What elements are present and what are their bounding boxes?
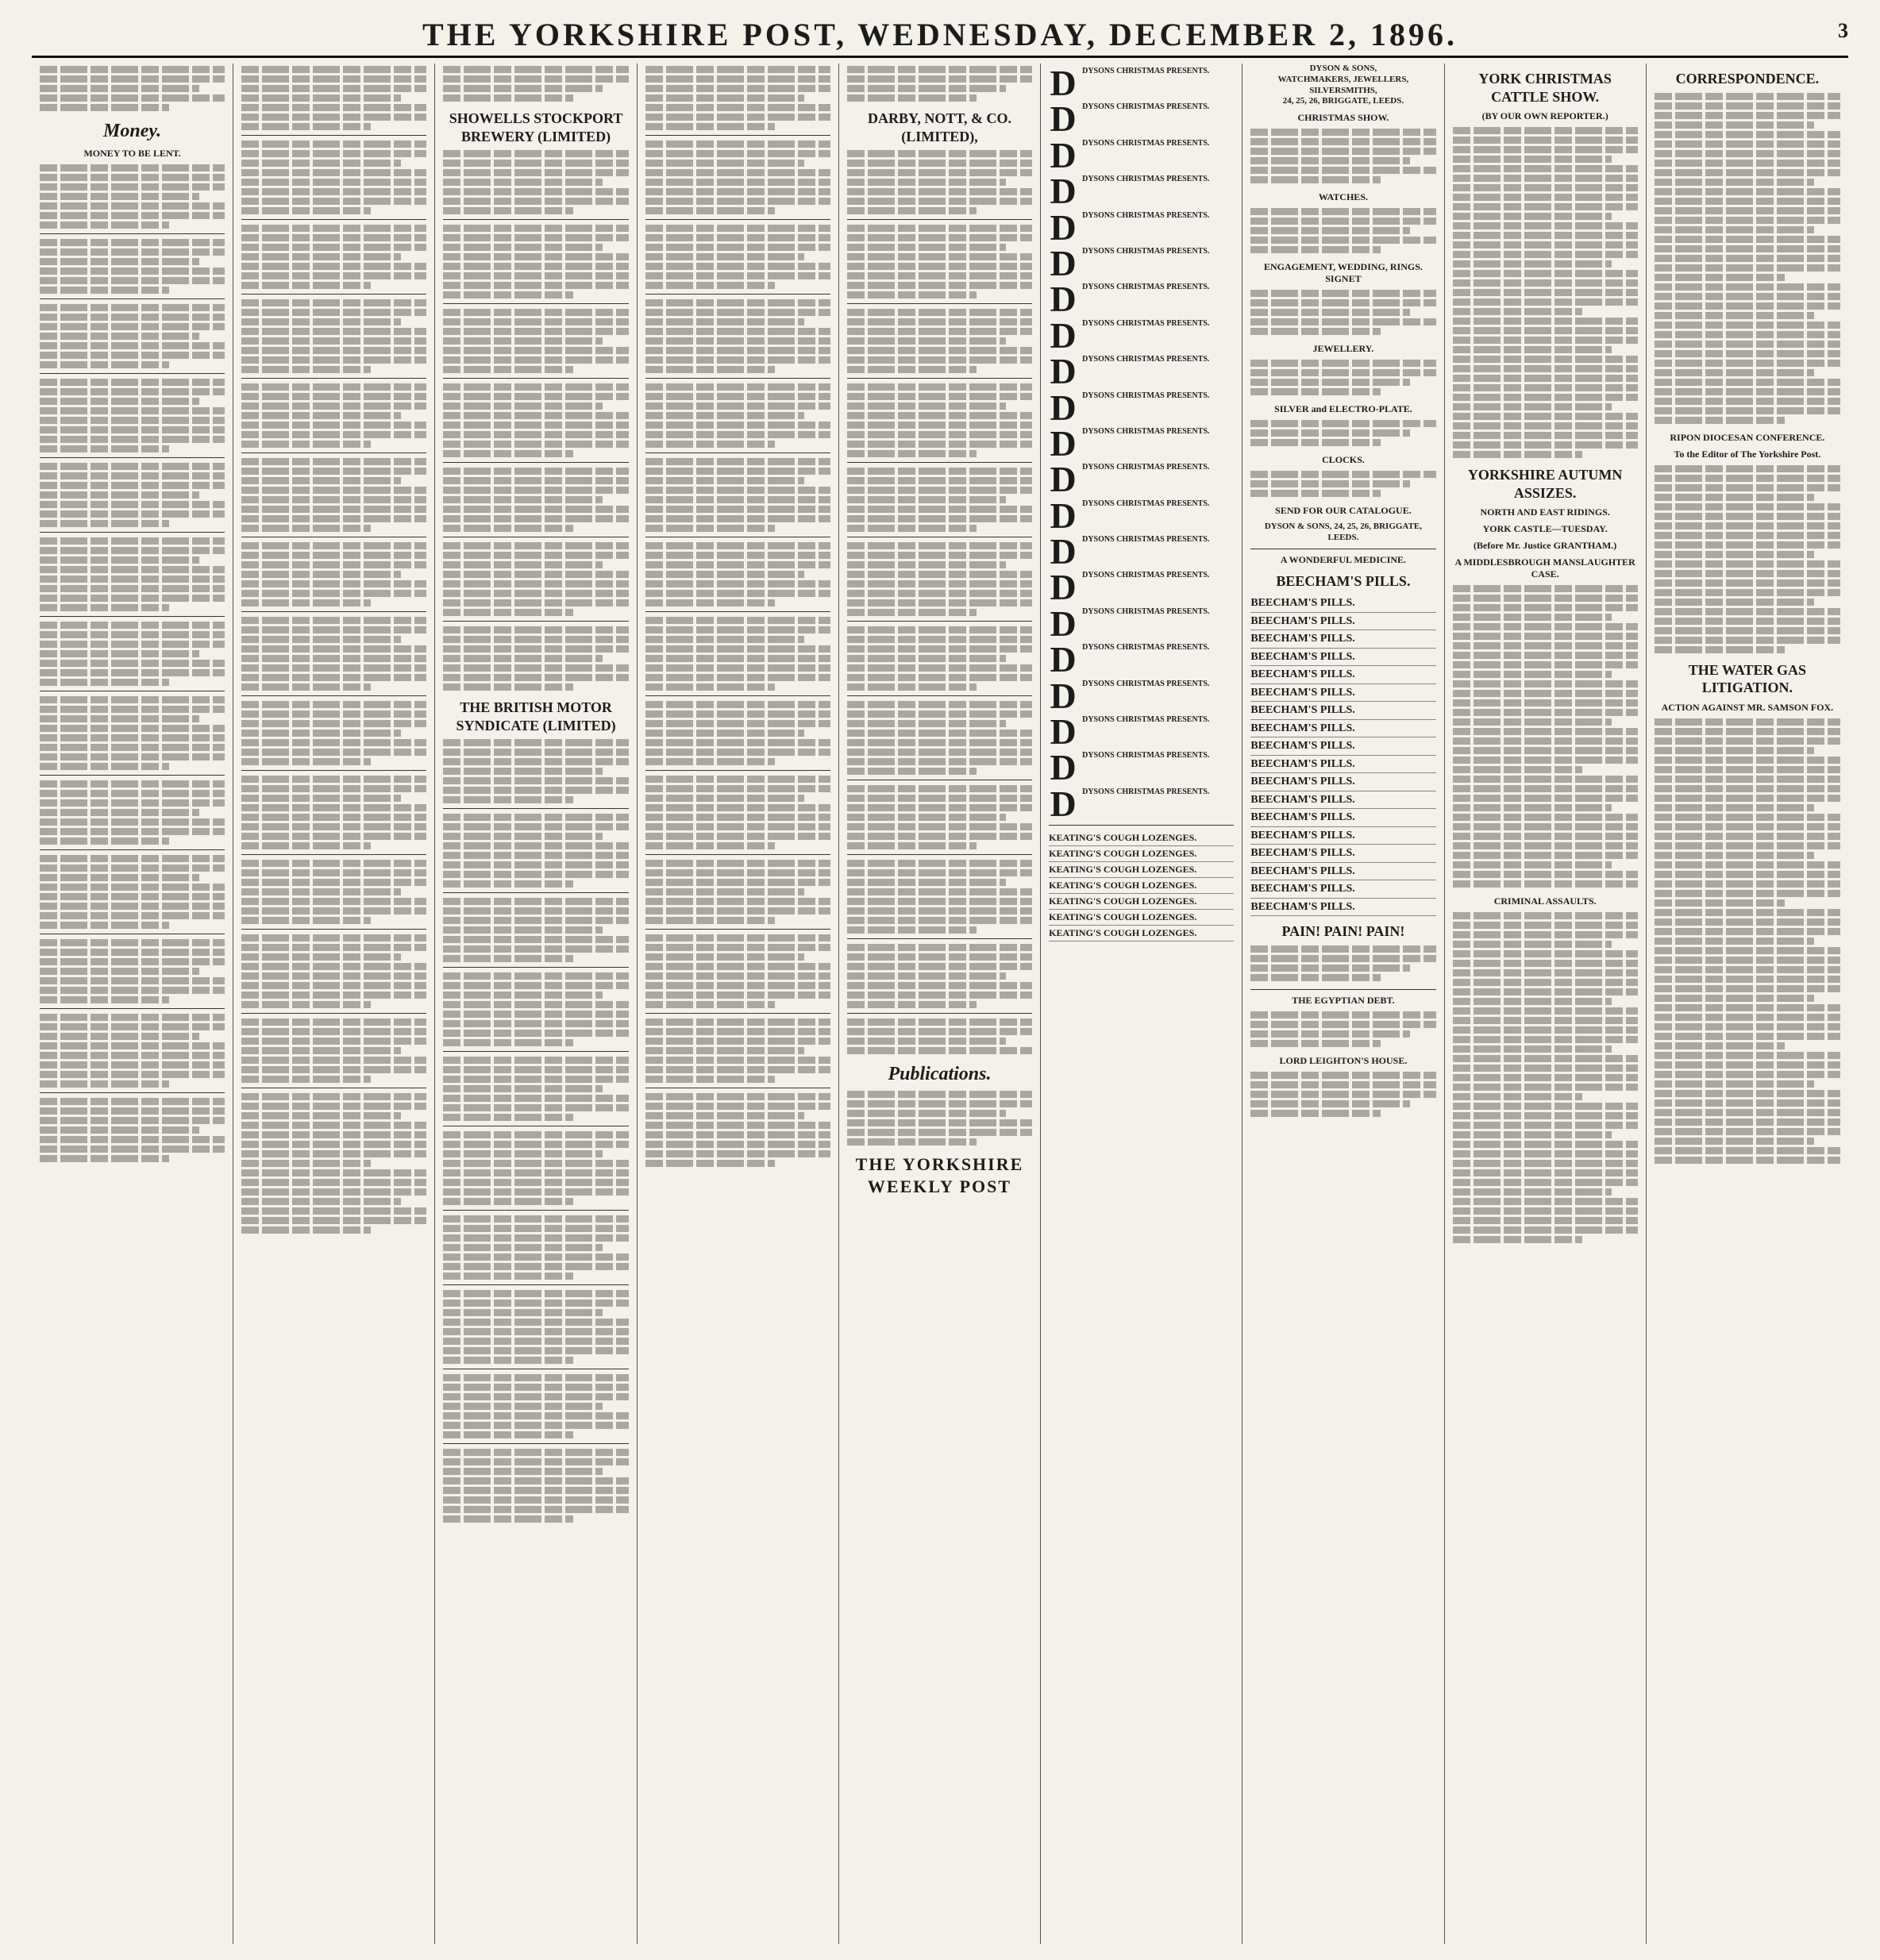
assizes-report — [1453, 585, 1638, 888]
dysons-ad: D DYSONS CHRISTMAS PRESENTS. — [1050, 639, 1210, 680]
dysons-ads — [1049, 64, 1234, 824]
keating-ad: KEATING'S COUGH LOZENGES. — [1049, 830, 1234, 846]
beechams-heading: BEECHAM'S PILLS. — [1276, 572, 1411, 589]
beechams-list — [1250, 595, 1435, 916]
dysons-ad: D DYSONS CHRISTMAS PRESENTS. — [1050, 711, 1210, 753]
money-heading: Money. — [103, 121, 162, 141]
dysons-ad: D DYSONS CHRISTMAS PRESENTS. — [1050, 531, 1210, 572]
dysons-ad: D DYSONS CHRISTMAS PRESENTS. — [1050, 567, 1210, 608]
correspondence-heading: CORRESPONDENCE. — [1675, 71, 1820, 87]
masthead — [32, 16, 1848, 58]
silver-heading: SILVER and ELECTRO-PLATE. — [1274, 403, 1412, 414]
dysons-ad: D DYSONS CHRISTMAS PRESENTS. — [1050, 171, 1210, 212]
cattle-show-heading: YORK CHRISTMAS CATTLE SHOW. — [1478, 71, 1612, 105]
beechams-item: BEECHAM'S PILLS. — [1250, 756, 1435, 774]
dysons-ad: D DYSONS CHRISTMAS PRESENTS. — [1050, 422, 1210, 464]
motor-syndicate-heading: THE BRITISH MOTOR SYNDICATE (LIMITED) — [456, 699, 616, 734]
dysons-ad: D DYSONS CHRISTMAS PRESENTS. — [1050, 387, 1210, 428]
dysons-ad: D DYSONS CHRISTMAS PRESENTS. — [1050, 783, 1210, 824]
correspondence-list — [1655, 93, 1840, 424]
catalogue-note: SEND FOR OUR CATALOGUE. — [1275, 505, 1412, 516]
dysons-ad: D DYSONS CHRISTMAS PRESENTS. — [1050, 351, 1210, 392]
motor-syndicate-prospectus — [443, 739, 628, 1523]
dysons-ad: D DYSONS CHRISTMAS PRESENTS. — [1050, 64, 1210, 103]
beechams-item: BEECHAM'S PILLS. — [1250, 684, 1435, 703]
dysons-ad: D DYSONS CHRISTMAS PRESENTS. — [1050, 134, 1210, 175]
column-4 — [638, 64, 839, 1944]
column-5 — [839, 64, 1041, 1944]
dysons-ad: D DYSONS CHRISTMAS PRESENTS. — [1050, 242, 1210, 283]
beechams-item: BEECHAM'S PILLS. — [1250, 863, 1435, 881]
beechams-item: BEECHAM'S PILLS. — [1250, 702, 1435, 720]
column-1 — [32, 64, 233, 1944]
beechams-item: BEECHAM'S PILLS. — [1250, 880, 1435, 899]
beechams-item: BEECHAM'S PILLS. — [1250, 649, 1435, 667]
judge-note: (Before Mr. Justice GRANTHAM.) — [1474, 540, 1617, 551]
dysons-ad: D DYSONS CHRISTMAS PRESENTS. — [1050, 495, 1210, 536]
dysons-ad: D DYSONS CHRISTMAS PRESENTS. — [1050, 675, 1210, 716]
beechams-item: BEECHAM'S PILLS. — [1250, 720, 1435, 738]
beechams-item: BEECHAM'S PILLS. — [1250, 809, 1435, 827]
dyson-firm-trade: WATCHMAKERS, JEWELLERS, SILVERSMITHS, — [1277, 74, 1409, 95]
beechams-item: BEECHAM'S PILLS. — [1250, 791, 1435, 810]
ripon-conference-sub: To the Editor of The Yorkshire Post. — [1674, 448, 1821, 460]
jewellery-heading: JEWELLERY. — [1312, 343, 1374, 354]
weekly-post-ad: THE YORKSHIRE WEEKLY POST — [855, 1154, 1024, 1196]
column-3 — [435, 64, 637, 1944]
dyson-firm-address: 24, 25, 26, BRIGGATE, LEEDS. — [1282, 96, 1404, 106]
water-gas-subheading: ACTION AGAINST MR. SAMSON FOX. — [1661, 701, 1834, 713]
brewery-prospectus — [443, 150, 628, 691]
column-8 — [1445, 64, 1647, 1944]
egyptian-debt-heading: THE EGYPTIAN DEBT. — [1292, 994, 1395, 1006]
cattle-show-report — [1453, 127, 1638, 458]
darby-nott-heading: DARBY, NOTT, & CO. (LIMITED), — [867, 110, 1011, 144]
column-7 — [1242, 64, 1444, 1944]
keating-ad: KEATING'S COUGH LOZENGES. — [1049, 894, 1234, 910]
dyson-firm-name: DYSON & SONS, — [1309, 64, 1377, 73]
dyson-address-repeat: DYSON & SONS, 24, 25, 26, BRIGGATE, LEEDS. — [1264, 522, 1422, 542]
ridings-subheading: NORTH AND EAST RIDINGS. — [1480, 506, 1610, 518]
keating-ads — [1049, 830, 1234, 941]
lord-leighton-heading: LORD LEIGHTON'S HOUSE. — [1279, 1054, 1408, 1066]
beechams-item: BEECHAM'S PILLS. — [1250, 899, 1435, 917]
beechams-item: BEECHAM'S PILLS. — [1250, 827, 1435, 845]
beechams-item: BEECHAM'S PILLS. — [1250, 845, 1435, 863]
keating-ad: KEATING'S COUGH LOZENGES. — [1049, 910, 1234, 926]
subscription-notice — [645, 66, 830, 1167]
assizes-heading: YORKSHIRE AUTUMN ASSIZES. — [1467, 467, 1623, 501]
beechams-item: BEECHAM'S PILLS. — [1250, 595, 1435, 613]
water-gas-heading: THE WATER GAS LITIGATION. — [1688, 661, 1807, 695]
water-gas-report — [1655, 718, 1840, 1164]
dysons-ad: D DYSONS CHRISTMAS PRESENTS. — [1050, 603, 1210, 644]
notice-block — [443, 66, 628, 102]
dysons-ad: D DYSONS CHRISTMAS PRESENTS. — [1050, 98, 1210, 140]
beechams-item: BEECHAM'S PILLS. — [1250, 666, 1435, 684]
newspaper-columns — [32, 64, 1848, 1944]
publications-heading: Publications. — [888, 1064, 992, 1084]
keating-ad: KEATING'S COUGH LOZENGES. — [1049, 846, 1234, 862]
beechams-item: BEECHAM'S PILLS. — [1250, 613, 1435, 631]
dysons-ad: D DYSONS CHRISTMAS PRESENTS. — [1050, 279, 1210, 320]
column-2 — [233, 64, 435, 1944]
dysons-ad: D DYSONS CHRISTMAS PRESENTS. — [1050, 747, 1210, 788]
column-6 — [1041, 64, 1242, 1944]
page-number: 3 — [1838, 19, 1848, 42]
york-castle-subheading: YORK CASTLE—TUESDAY. — [1482, 523, 1608, 534]
brewery-heading: SHOWELLS STOCKPORT BREWERY (LIMITED) — [449, 110, 623, 144]
classified-block — [40, 66, 225, 111]
column-9 — [1647, 64, 1848, 1944]
beechams-item: BEECHAM'S PILLS. — [1250, 630, 1435, 649]
keating-ad: KEATING'S COUGH LOZENGES. — [1049, 862, 1234, 878]
christmas-show-heading: CHRISTMAS SHOW. — [1297, 112, 1389, 123]
watches-heading: WATCHES. — [1318, 191, 1368, 202]
wonderful-medicine-heading: A WONDERFUL MEDICINE. — [1280, 553, 1406, 565]
criminal-assaults-heading: CRIMINAL ASSAULTS. — [1493, 895, 1597, 907]
cattle-show-byline: (BY OUR OWN REPORTER.) — [1481, 110, 1608, 121]
clocks-heading: CLOCKS. — [1322, 454, 1365, 465]
manslaughter-heading: A MIDDLESBROUGH MANSLAUGHTER CASE. — [1454, 556, 1635, 580]
pain-heading: PAIN! PAIN! PAIN! — [1281, 923, 1405, 939]
publications-listing — [847, 1091, 1032, 1146]
keating-ad: KEATING'S COUGH LOZENGES. — [1049, 926, 1234, 941]
ripon-letter — [1655, 465, 1840, 653]
money-subheading: MONEY TO BE LENT. — [83, 148, 181, 159]
ripon-conference-heading: RIPON DIOCESAN CONFERENCE. — [1670, 431, 1825, 443]
darby-nott-prospectus — [847, 150, 1032, 1054]
money-listings — [40, 164, 225, 1162]
engagement-heading: ENGAGEMENT, WEDDING, RINGS. SIGNET — [1263, 261, 1423, 284]
dysons-ad: D DYSONS CHRISTMAS PRESENTS. — [1050, 206, 1210, 248]
beechams-item: BEECHAM'S PILLS. — [1250, 737, 1435, 756]
keating-ad: KEATING'S COUGH LOZENGES. — [1049, 878, 1234, 894]
dysons-ad: D DYSONS CHRISTMAS PRESENTS. — [1050, 314, 1210, 356]
list-notice — [847, 66, 1032, 102]
beechams-item: BEECHAM'S PILLS. — [1250, 773, 1435, 791]
dysons-ad: D DYSONS CHRISTMAS PRESENTS. — [1050, 459, 1210, 500]
newspaper-title: THE YORKSHIRE POST, WEDNESDAY, DECEMBER 2, 1896. — [422, 17, 1458, 52]
prospectus-block — [241, 66, 426, 1234]
